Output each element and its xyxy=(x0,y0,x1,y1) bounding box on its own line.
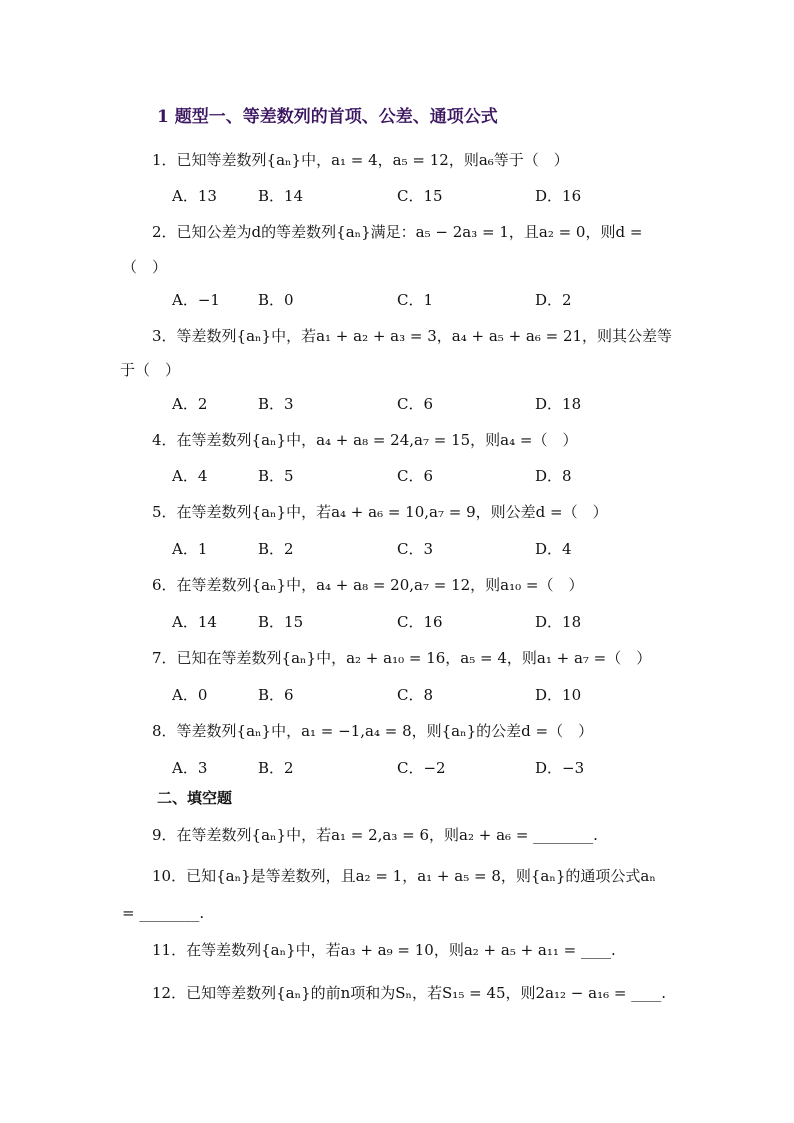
q7-option-d: D．10 xyxy=(535,686,582,704)
q1-option-c: C．15 xyxy=(397,187,443,205)
section-title-1: 1 题型一、等差数列的首项、公差、通项公式 xyxy=(157,107,498,127)
q2-option-d: D．2 xyxy=(535,291,572,309)
q1-option-d: D．16 xyxy=(535,187,582,205)
q7-option-a: A．0 xyxy=(172,686,208,704)
q5-option-a: A．1 xyxy=(172,540,208,558)
q2-option-b: B．0 xyxy=(258,291,294,309)
q8-option-b: B．2 xyxy=(258,759,294,777)
q3-option-d: D．18 xyxy=(535,395,582,413)
q6-option-d: D．18 xyxy=(535,613,582,631)
question-1: 1．已知等差数列{aₙ}中，a₁ = 4，a₅ = 12，则a₆等于（ ） xyxy=(152,151,569,169)
question-10: 10．已知{aₙ}是等差数列，且a₂ = 1，a₁ + a₅ = 8，则{aₙ}的通项公式aₙ xyxy=(152,867,656,885)
q5-option-c: C．3 xyxy=(397,540,434,558)
q7-option-b: B．6 xyxy=(258,686,294,704)
q7-option-c: C．8 xyxy=(397,686,434,704)
q3-option-c: C．6 xyxy=(397,395,434,413)
q6-option-a: A．14 xyxy=(172,613,217,631)
question-2: 2．已知公差为d的等差数列{aₙ}满足：a₅ − 2a₃ = 1，且a₂ = 0，则d = xyxy=(152,223,643,241)
question-11: 11．在等差数列{aₙ}中，若a₃ + a₉ = 10，则a₂ + a₅ + a₁₁ = ____. xyxy=(152,941,616,959)
q4-option-a: A．4 xyxy=(172,467,208,485)
q1-option-b: B．14 xyxy=(258,187,304,205)
question-4: 4．在等差数列{aₙ}中，a₄ + a₈ = 24,a₇ = 15，则a₄ =（ ） xyxy=(152,431,578,449)
question-8: 8．等差数列{aₙ}中，a₁ = −1,a₄ = 8，则{aₙ}的公差d =（ ） xyxy=(152,722,594,740)
q6-option-b: B．15 xyxy=(258,613,304,631)
question-2-cont: （ ） xyxy=(122,258,168,276)
q3-option-b: B．3 xyxy=(258,395,294,413)
question-10-cont: = ________. xyxy=(122,904,205,922)
q4-option-d: D．8 xyxy=(535,467,572,485)
question-9: 9．在等差数列{aₙ}中，若a₁ = 2,a₃ = 6，则a₂ + a₆ = ________. xyxy=(152,826,598,844)
section-title-2: 二、填空题 xyxy=(157,789,233,807)
q6-option-c: C．16 xyxy=(397,613,443,631)
q8-option-a: A．3 xyxy=(172,759,208,777)
question-7: 7．已知在等差数列{aₙ}中，a₂ + a₁₀ = 16，a₅ = 4，则a₁ + a₇ =（ ） xyxy=(152,649,652,667)
q2-option-a: A．−1 xyxy=(172,291,220,309)
q5-option-b: B．2 xyxy=(258,540,294,558)
question-12: 12．已知等差数列{aₙ}的前n项和为Sₙ，若S₁₅ = 45，则2a₁₂ − a₁₆ = ____. xyxy=(152,984,666,1002)
q5-option-d: D．4 xyxy=(535,540,572,558)
question-6: 6．在等差数列{aₙ}中，a₄ + a₈ = 20,a₇ = 12，则a₁₀ =（ ） xyxy=(152,576,584,594)
q3-option-a: A．2 xyxy=(172,395,208,413)
q4-option-b: B．5 xyxy=(258,467,294,485)
question-3: 3．等差数列{aₙ}中，若a₁ + a₂ + a₃ = 3，a₄ + a₅ + a₆ = 21，则其公差等 xyxy=(152,327,673,345)
q4-option-c: C．6 xyxy=(397,467,434,485)
q2-option-c: C．1 xyxy=(397,291,434,309)
question-3-cont: 于（ ） xyxy=(120,361,181,379)
q8-option-d: D．−3 xyxy=(535,759,585,777)
question-5: 5．在等差数列{aₙ}中，若a₄ + a₆ = 10,a₇ = 9，则公差d =（ ） xyxy=(152,503,608,521)
q8-option-c: C．−2 xyxy=(397,759,446,777)
q1-option-a: A．13 xyxy=(172,187,217,205)
